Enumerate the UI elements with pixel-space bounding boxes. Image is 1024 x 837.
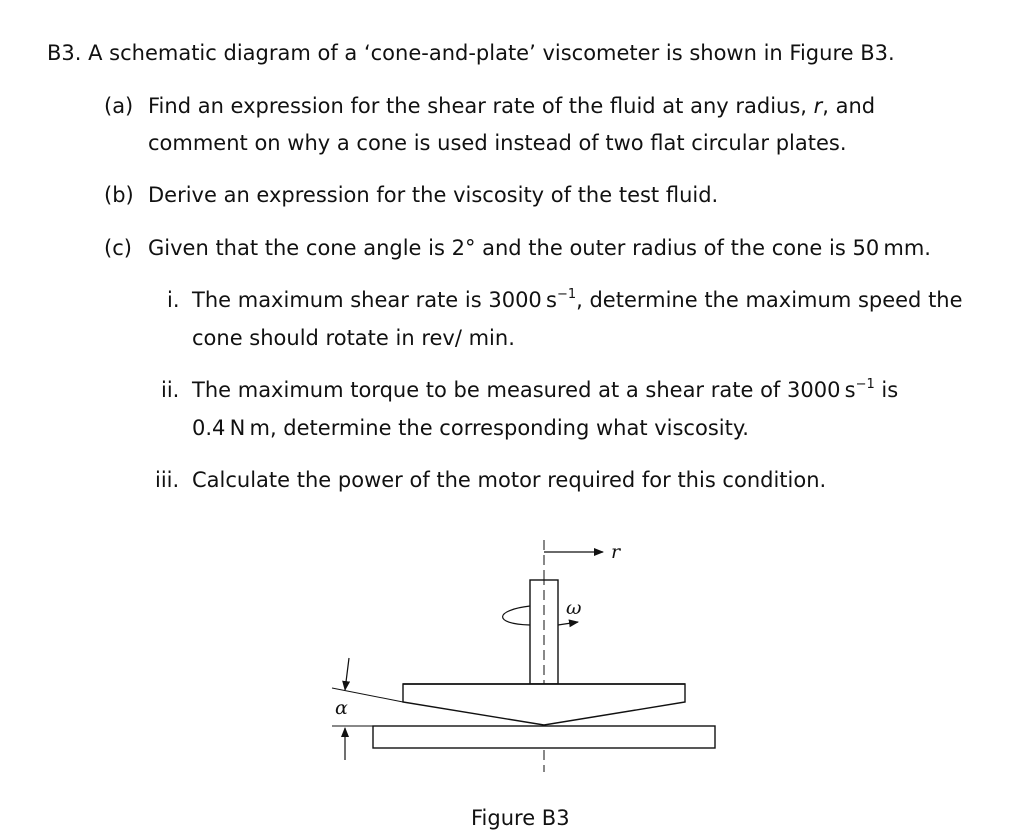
omega-label: ω	[566, 597, 582, 619]
part-c-iii-text: Calculate the power of the motor required for this condition.	[192, 468, 827, 492]
bottom-plate	[373, 726, 715, 748]
part-c-ii-line1-text: The maximum torque to be measured at a shear rate of 3000 s	[192, 378, 856, 402]
part-b-label: (b)	[104, 183, 134, 207]
part-b-text: Derive an expression for the viscosity of the test fluid.	[148, 183, 719, 207]
part-a-line2: comment on why a cone is used instead of two flat circular plates.	[148, 131, 847, 155]
alpha-label: α	[335, 697, 348, 719]
part-a-line1-text: Find an expression for the shear rate of the fluid at any radius,	[148, 94, 814, 118]
part-a-line1-end: , and	[822, 94, 876, 118]
part-a-label: (a)	[104, 94, 134, 118]
cone-body	[403, 684, 685, 725]
part-c-label: (c)	[104, 236, 132, 260]
rotation-arrow-front	[558, 622, 578, 625]
alpha-arrow-top	[345, 658, 349, 690]
part-c-ii-line1-end: is	[874, 378, 899, 402]
part-c-i-line2: cone should rotate in rev/ min.	[192, 326, 515, 350]
part-c-ii-label: ii.	[161, 378, 180, 402]
part-c-i-exponent: −1	[556, 287, 577, 302]
figure-caption: Figure B3	[471, 806, 570, 830]
part-c-text: Given that the cone angle is 2° and the outer radius of the cone is 50 mm.	[148, 236, 931, 260]
rotation-arrow	[503, 606, 530, 625]
part-c-ii-line2: 0.4 N m, determine the corresponding what viscosity.	[192, 416, 749, 440]
part-c-ii-exponent: −1	[855, 377, 875, 392]
part-a-radius-var: r	[813, 94, 823, 118]
part-c-i-line1-text: The maximum shear rate is 3000 s	[192, 288, 557, 312]
part-c-i-line1-end: , determine the maximum speed the	[576, 288, 963, 312]
radius-label: r	[611, 541, 621, 563]
part-c-i-label: i.	[167, 288, 180, 312]
part-c-iii-label: iii.	[155, 468, 180, 492]
question-heading: B3. A schematic diagram of a ‘cone-and-plate’ viscometer is shown in Figure B3.	[47, 41, 895, 65]
